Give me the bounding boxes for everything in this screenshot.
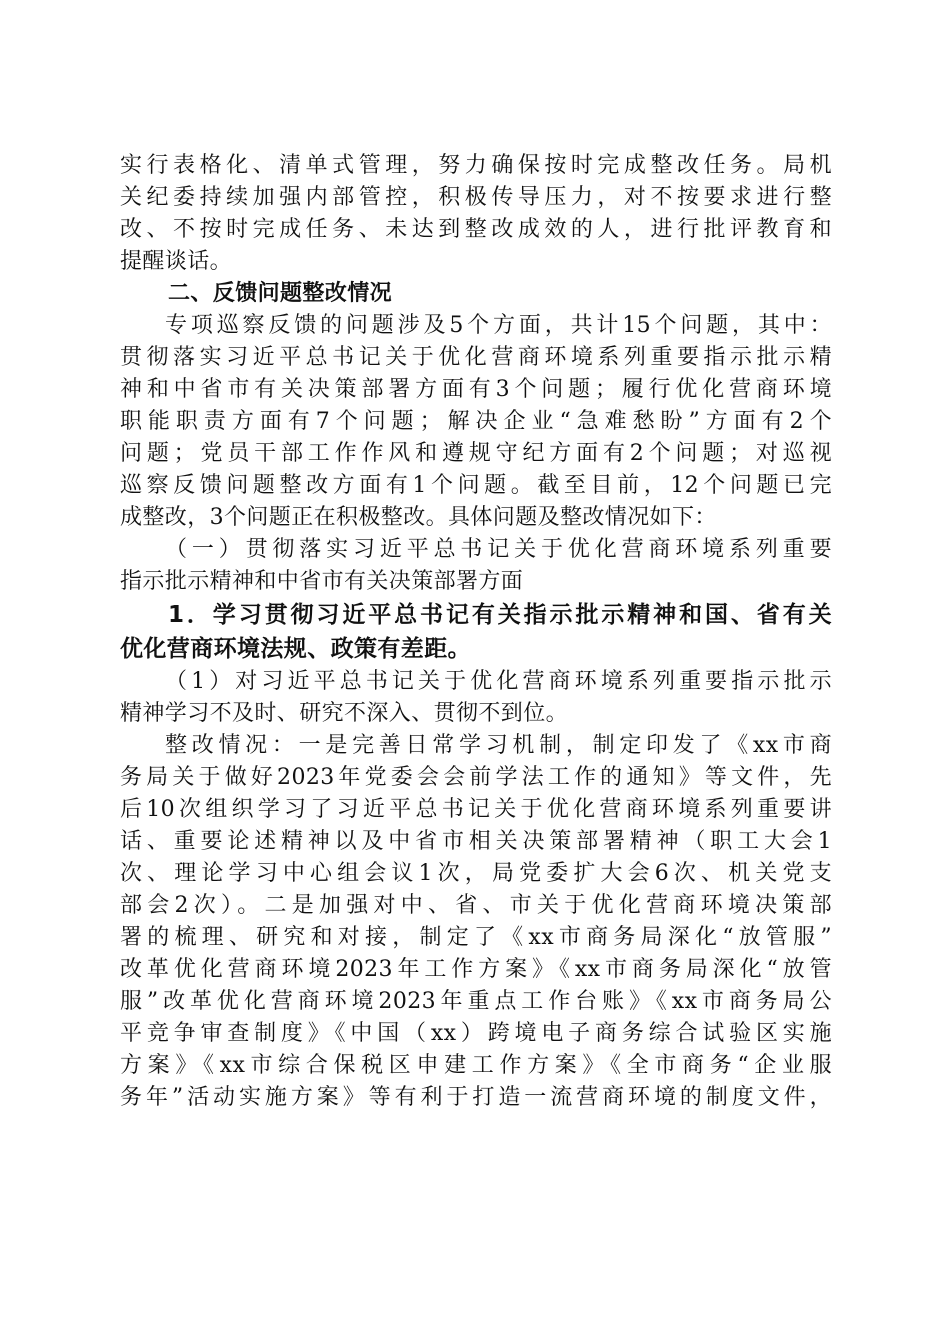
text-line: 整改情况：一是完善日常学习机制，制定印发了《xx市商 xyxy=(165,733,832,758)
text-line: 贯彻落实习近平总书记关于优化营商环境系列重要指示批示精 xyxy=(120,345,832,370)
text-line: 务年”活动实施方案》等有利于打造一流营商环境的制度文件， xyxy=(120,1085,832,1110)
text-line: 部会2次）。二是加强对中、省、市关于优化营商环境决策部 xyxy=(120,893,832,918)
paragraph-summary xyxy=(120,310,832,534)
text-line: 平竞争审查制度》《中国（xx）跨境电子商务综合试验区实施 xyxy=(120,1021,832,1046)
document-page xyxy=(120,150,832,1114)
text-line: 神和中省市有关决策部署方面有3个问题；履行优化营商环境 xyxy=(120,377,832,402)
text-line: 职能职责方面有7个问题；解决企业“急难愁盼”方面有2个 xyxy=(120,409,832,434)
text-line: 方案》《xx市综合保税区申建工作方案》《全市商务“企业服 xyxy=(120,1053,832,1078)
text-line: 提醒谈话。 xyxy=(120,249,233,274)
text-line: 署的梳理、研究和对接，制定了《xx市商务局深化“放管服” xyxy=(120,925,832,950)
text-line: 巡察反馈问题整改方面有1个问题。截至目前，12个问题已完 xyxy=(120,473,832,498)
text-line: 后10次组织学习了习近平总书记关于优化营商环境系列重要讲 xyxy=(120,797,832,822)
text-line: 实行表格化、清单式管理，努力确保按时完成整改任务。局机 xyxy=(120,153,832,178)
text-line: 务局关于做好2023年党委会会前学法工作的通知》等文件，先 xyxy=(120,765,832,790)
text-line: 指示批示精神和中省市有关决策部署方面 xyxy=(120,569,524,594)
paragraph-closing-previous xyxy=(120,150,832,278)
text-line: 1．学习贯彻习近平总书记有关指示批示精神和国、省有关 xyxy=(168,602,832,628)
section-heading: 二、反馈问题整改情况 xyxy=(168,281,393,306)
text-line: （一）贯彻落实习近平总书记关于优化营商环境系列重要 xyxy=(165,537,832,562)
text-line: 服”改革优化营商环境2023年重点工作台账》《xx市商务局公 xyxy=(120,989,832,1014)
text-line: 次、理论学习中心组会议1次，局党委扩大会6次、机关党支 xyxy=(120,861,832,886)
text-line: （1）对习近平总书记关于优化营商环境系列重要指示批示 xyxy=(165,669,832,694)
text-line: 改、不按时完成任务、未达到整改成效的人，进行批评教育和 xyxy=(120,217,832,242)
sub-item xyxy=(120,666,832,730)
text-line: 精神学习不及时、研究不深入、贯彻不到位。 xyxy=(120,701,569,726)
item-heading xyxy=(120,598,832,666)
paragraph-rectification xyxy=(120,730,832,1114)
text-line: 关纪委持续加强内部管控，积极传导压力，对不按要求进行整 xyxy=(120,185,832,210)
text-line: 优化营商环境法规、政策有差距。 xyxy=(120,636,471,662)
text-line: 话、重要论述精神以及中省市相关决策部署精神（职工大会1 xyxy=(120,829,832,854)
text-line: 改革优化营商环境2023年工作方案》《xx市商务局深化“放管 xyxy=(120,957,832,982)
text-line: 问题；党员干部工作作风和遵规守纪方面有2个问题；对巡视 xyxy=(120,441,832,466)
text-line: 成整改，3个问题正在积极整改。具体问题及整改情况如下： xyxy=(120,505,717,530)
text-line: 专项巡察反馈的问题涉及5个方面，共计15个问题，其中： xyxy=(165,313,832,338)
subsection-heading xyxy=(120,534,832,598)
